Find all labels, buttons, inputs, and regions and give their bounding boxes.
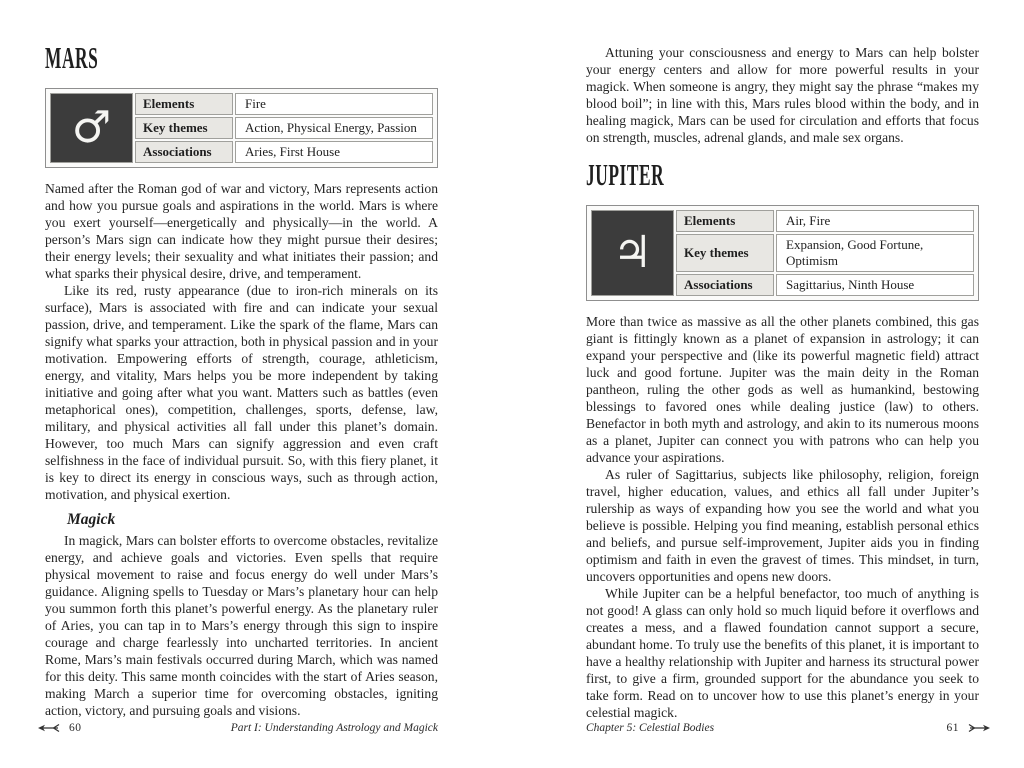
magick-section-heading: Magick [67,511,116,528]
jupiter-title-text: JUPITER [586,157,665,192]
page-arrow-right-icon [967,723,990,733]
right-page [586,44,979,721]
mars-page-title [45,40,438,75]
mars-paragraph-2: Like its red, rusty appearance (due to iron-rich minerals on its surface), Mars is associated with fire and can indicate your sexual passion, drive, and temperament. Like the spark of the flame, Mars can signify what sparks your attraction, both in physical passion and in your motivation. Empowering efforts of strength, courage, athleticism, energy, and vitality, Mars helps you be more independent by taking initiative and going after what you want. Matters such as battles (even metaphorical ones), competition, challenges, sports, defense, law, military, and physical activities all fall under this planet’s domain. However, too much Mars can signify aggression and even craft selfishness in the face of individual pursuit. So, with this fiery planet, it is key to direct its energy in conscious ways, such as through action, motivation, and physical exertion. [45,283,438,502]
mars-paragraph-1: Named after the Roman god of war and victory, Mars represents action and how you pursue goals and aspirations in the world. Mars is where you exert yourself—energetically and physically—in the world. A person’s Mars sign can indicate how they might pursue their desires; their energy levels; their sexuality and what initiates their passion; and what sparks their physical desire, drive, and temperament. [45,181,438,281]
mars-table-label-associations: Associations [135,141,233,163]
mars-table-value-key-themes: Action, Physical Energy, Passion [235,117,433,139]
left-footer-label: Part I: Understanding Astrology and Magick [230,722,438,734]
mars-table-label-key-themes: Key themes [135,117,233,139]
jupiter-symbol-icon: ♃ [612,227,653,278]
jupiter-table-value-elements: Air, Fire [776,210,974,232]
left-page [45,40,438,719]
mars-symbol-icon: ♂ [71,102,112,153]
mars-info-table [45,88,438,168]
jupiter-table-value-key-themes: Expansion, Good Fortune, Optimism [776,234,974,272]
jupiter-table-label-associations: Associations [676,274,774,296]
right-page-footer [586,722,998,734]
jupiter-page-title [586,157,979,192]
left-page-number: 60 [69,722,82,734]
right-page-number: 61 [946,722,959,734]
jupiter-paragraph-3: While Jupiter can be a helpful benefactor, too much of anything is not good! A glass can only hold so much liquid before it overflows and creates a mess, and a flawed foundation cannot support a secure, abundant home. To truly use the benefits of this planet, it is important to have a healthy relationship with Jupiter and harness its structural power first, to give a firm, grounded support for the abundance you seek to take form. Read on to uncover how to use this planet’s energy in your celestial magick. [586,586,979,720]
right-footer-label: Chapter 5: Celestial Bodies [586,722,715,734]
magick-paragraph-1: In magick, Mars can bolster efforts to overcome obstacles, revitalize energy, and achieve goals and victories. Even spells that require physical movement to raise and focus energy do well under Mars’s guidance. Aligning spells to Tuesday or Mars’s planetary hour can help you summon forth this planet’s powerful energy. As the planetary ruler of Aries, you can tap in to Mars’s energy through this sign to inspire courage and charge fearlessly into uncharted territories. In ancient Rome, Mars’s main festivals occurred during March, which was named for this deity. This same month coincides with the start of Aries season, making March a superior time for overcoming obstacles, igniting action, victory, and pursuing goals and visions. [45,533,438,718]
jupiter-info-table [586,205,979,301]
mars-table-label-elements: Elements [135,93,233,115]
jupiter-symbol-box [591,210,674,296]
mars-paragraph-continued: Attuning your consciousness and energy to Mars can help bolster your energy centers and allow for more powerful results in your magick. When someone is angry, they might say the phrase “makes my blood boil”; in line with this, Mars rules blood within the body, and in healing magick, Mars can be used for circulation and efforts that focus on strength, muscles, adrenal glands, and male sex organs. [586,45,979,145]
left-page-footer [30,722,438,734]
jupiter-paragraph-1: More than twice as massive as all the other planets combined, this gas giant is fittingly known as a planet of expansion in astrology; it can expand your perspective and (like its powerful magnetic field) attract luck and good fortune. Jupiter was the main deity in the Roman pantheon, ruling the other gods as well as humankind, bestowing blessings to favored ones while dealing justice (law) to others. Benefactor in both myth and astrology, and akin to its numerous moons as a planet, Jupiter can connect you with patrons who can help you advance your aspirations. [586,314,979,465]
mars-title-text: MARS [45,40,99,75]
jupiter-paragraph-2: As ruler of Sagittarius, subjects like philosophy, religion, foreign travel, higher education, values, and ethics all fall under Jupiter’s rulership as ways of expanding how you see the world and what you believe is possible. Helping you find meaning, establish personal ethics and beliefs, and pursue self-improvement, Jupiter aids you in finding optimism and faith in even the gravest of times. This mindset, in turn, uncovers opportunities and opens new doors. [586,467,979,584]
jupiter-table-label-key-themes: Key themes [676,234,774,272]
jupiter-table-label-elements: Elements [676,210,774,232]
mars-table-value-associations: Aries, First House [235,141,433,163]
mars-table-value-elements: Fire [235,93,433,115]
mars-symbol-box [50,93,133,163]
jupiter-table-value-associations: Sagittarius, Ninth House [776,274,974,296]
page-arrow-left-icon [38,723,61,733]
